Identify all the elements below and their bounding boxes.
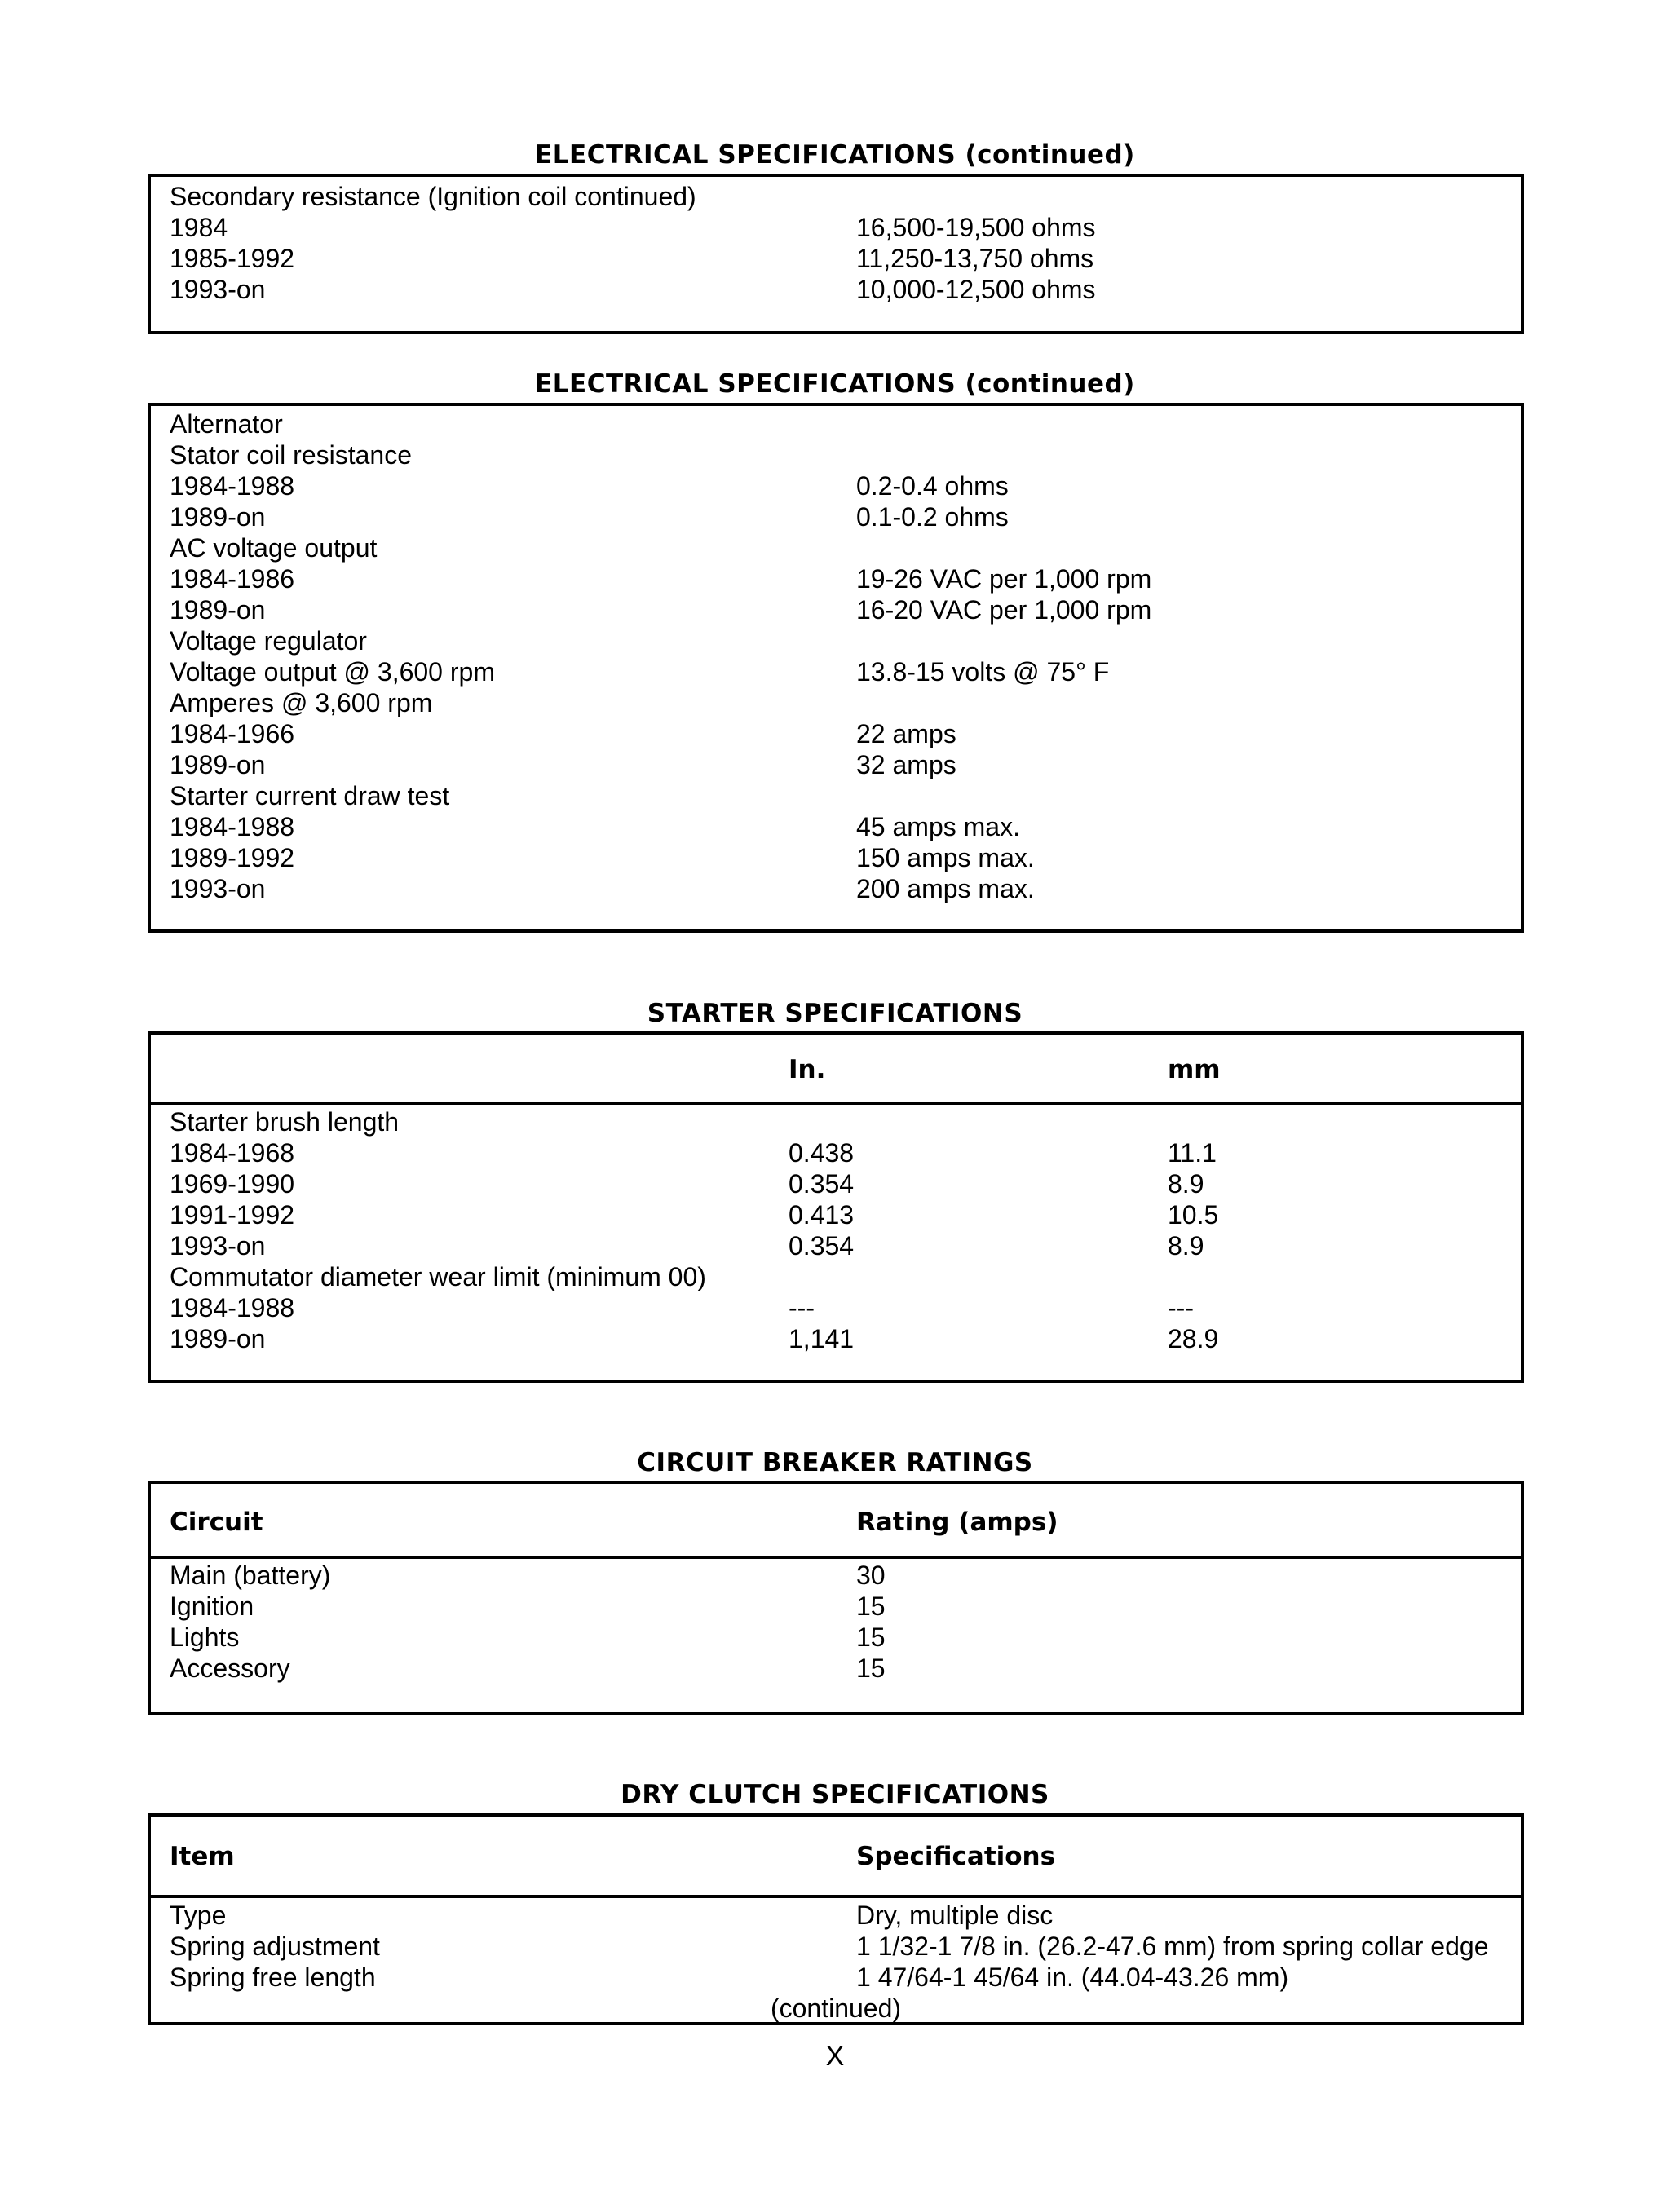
table-row: 1984-1966 22 amps xyxy=(170,719,956,748)
table-row: Starter current draw test xyxy=(170,781,450,810)
table-row: 1993-on 0.354 8.9 xyxy=(170,1231,1204,1261)
table-row: Spring free length 1 47/64-1 45/64 in. (44.04-43.26 mm) xyxy=(170,1963,1289,1992)
table-breaker xyxy=(148,1481,1524,1715)
table-row: Lights 15 xyxy=(170,1623,886,1652)
table-row: 1989-on 0.1-0.2 ohms xyxy=(170,502,1009,532)
table-row: Accessory 15 xyxy=(170,1653,886,1683)
table-starter xyxy=(148,1031,1524,1383)
table-row: 1993-on 200 amps max. xyxy=(170,874,1035,903)
table-row: Voltage regulator xyxy=(170,626,367,656)
table-header: Item Specifications xyxy=(170,1842,1056,1871)
table-row: Stator coil resistance xyxy=(170,440,413,470)
table-row: Amperes @ 3,600 rpm xyxy=(170,688,433,717)
table-row: Type Dry, multiple disc xyxy=(170,1901,1054,1930)
table-row: 1989-on 16-20 VAC per 1,000 rpm xyxy=(170,595,1152,625)
table-row: 1989-on 1,141 28.9 xyxy=(170,1324,1219,1353)
table-row: 1989-1992 150 amps max. xyxy=(170,843,1035,872)
table-row: 1984-1986 19-26 VAC per 1,000 rpm xyxy=(170,564,1152,594)
table-row: 1969-1990 0.354 8.9 xyxy=(170,1169,1204,1199)
page-number: X xyxy=(825,2041,845,2072)
table-row: 1989-on 32 amps xyxy=(170,750,956,779)
section-title-starter: STARTER SPECIFICATIONS xyxy=(647,999,1023,1028)
table-row: 1984 16,500-19,500 ohms xyxy=(170,213,1096,242)
table-row: AC voltage output xyxy=(170,533,378,563)
section-title-breaker: CIRCUIT BREAKER RATINGS xyxy=(637,1448,1033,1477)
table-row: Starter brush length xyxy=(170,1107,400,1137)
continued-note: (continued) xyxy=(770,1993,902,2023)
table-row: 1984-1988 45 amps max. xyxy=(170,812,1020,841)
header-divider xyxy=(151,1102,1521,1105)
table-row: Commutator diameter wear limit (minimum 00) xyxy=(170,1262,706,1291)
table-row: Main (battery) 30 xyxy=(170,1561,886,1590)
table-row: Voltage output @ 3,600 rpm 13.8-15 volts @ 75° F xyxy=(170,657,1110,687)
header-divider xyxy=(151,1556,1521,1559)
section-title-electrical-1: ELECTRICAL SPECIFICATIONS (continued) xyxy=(535,140,1135,170)
table-row: 1984-1988 --- --- xyxy=(170,1293,1194,1322)
table-row: 1993-on 10,000-12,500 ohms xyxy=(170,275,1096,304)
table-electrical-2 xyxy=(148,403,1524,933)
header-divider xyxy=(151,1895,1521,1898)
table-row: 1991-1992 0.413 10.5 xyxy=(170,1200,1219,1230)
table-clutch xyxy=(148,1813,1524,2025)
table-row: Ignition 15 xyxy=(170,1592,886,1621)
section-title-electrical-2: ELECTRICAL SPECIFICATIONS (continued) xyxy=(535,369,1135,399)
table-header: In. mm xyxy=(789,1055,1221,1084)
table-row: Spring adjustment 1 1/32-1 7/8 in. (26.2-47.6 mm) from spring collar edge xyxy=(170,1932,1489,1961)
table-row: Alternator xyxy=(170,409,283,439)
table-row: Secondary resistance (Ignition coil continued) xyxy=(170,182,696,211)
table-row: 1984-1968 0.438 11.1 xyxy=(170,1138,1217,1168)
section-title-clutch: DRY CLUTCH SPECIFICATIONS xyxy=(621,1780,1049,1809)
table-electrical-1 xyxy=(148,174,1524,334)
table-header: Circuit Rating (amps) xyxy=(170,1508,1058,1537)
table-row: 1985-1992 11,250-13,750 ohms xyxy=(170,244,1094,273)
table-row: 1984-1988 0.2-0.4 ohms xyxy=(170,471,1009,501)
